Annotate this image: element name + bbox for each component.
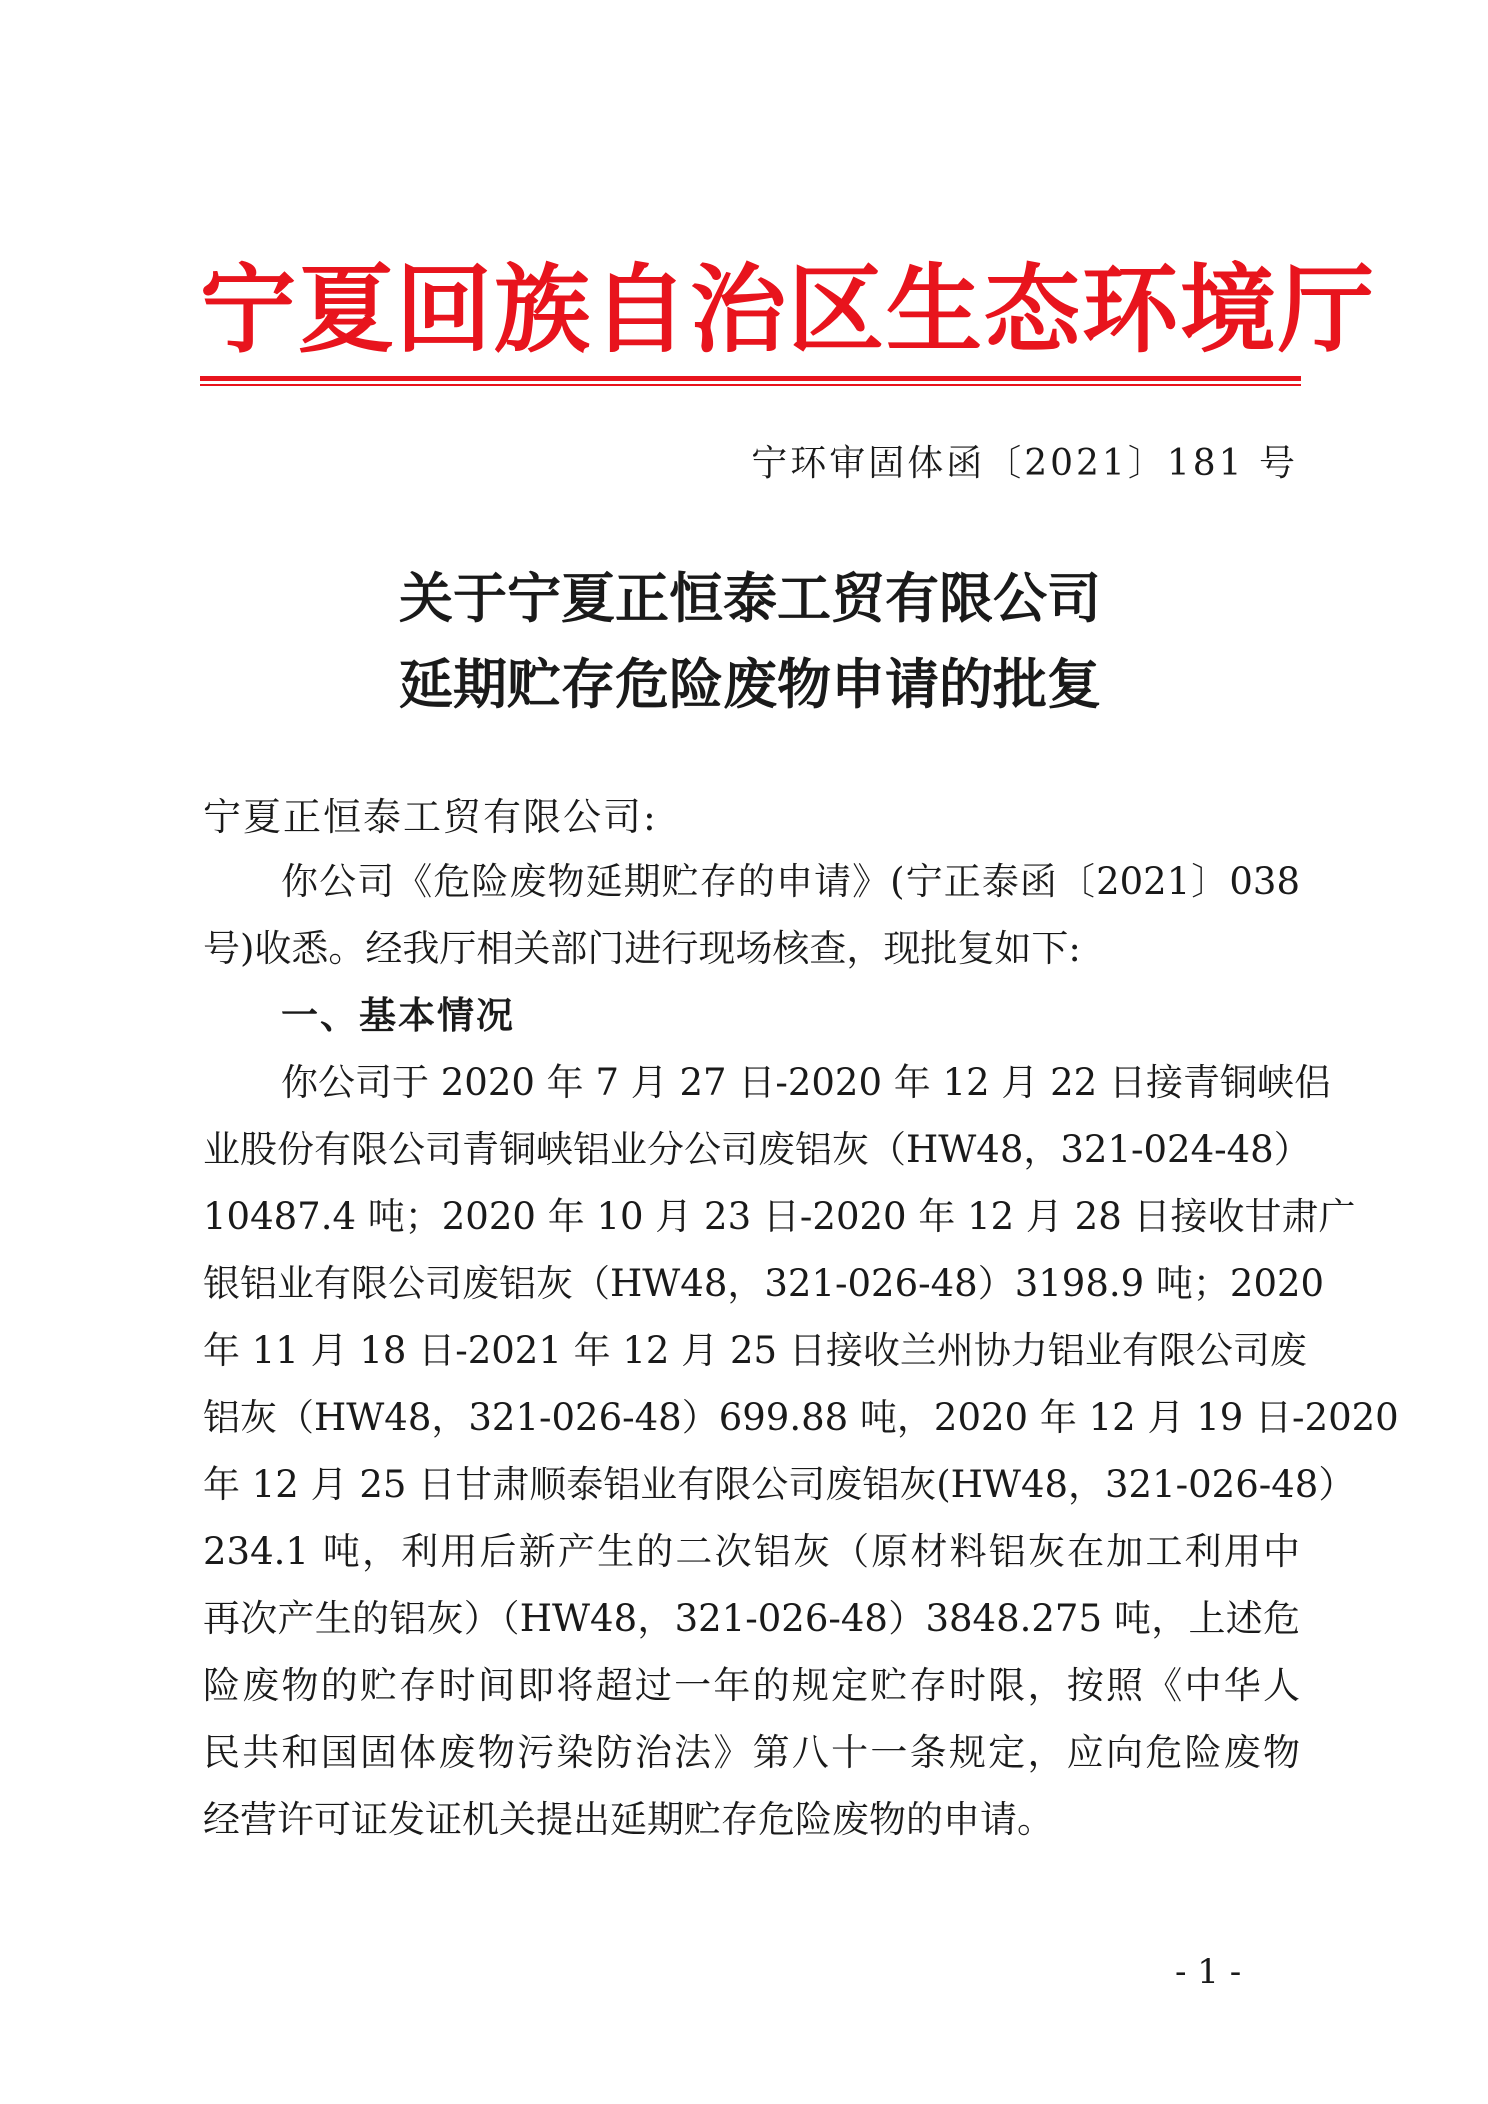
document-title [200,555,1300,727]
paragraph-line: 10487.4 吨；2020 年 10 月 23 日-2020 年 12 月 28 日接收甘肃广 [203,1195,1356,1238]
page-number: - 1 - [1175,1952,1242,1992]
paragraph-line: 险废物的贮存时间即将超过一年的规定贮存时限，按照《中华人 [203,1664,1300,1707]
paragraph-line: 经营许可证发证机关提出延期贮存危险废物的申请。 [203,1798,1054,1841]
section-heading: 一、基本情况 [281,994,515,1037]
paragraph-line: 银铝业有限公司废铝灰（HW48，321-026-48）3198.9 吨；2020 [203,1262,1325,1305]
paragraph-line: 年 11 月 18 日-2021 年 12 月 25 日接收兰州协力铝业有限公司废 [203,1329,1307,1372]
document-title-line-1: 关于宁夏正恒泰工贸有限公司 [399,566,1101,630]
recipient-salutation: 宁夏正恒泰工贸有限公司: [203,795,658,839]
document-number: 宁环审固体函〔2021〕181 号 [751,443,1298,484]
paragraph-line: 业股份有限公司青铜峡铝业分公司废铝灰（HW48，321-024-48） [203,1128,1311,1171]
document-body [203,848,1399,1853]
paragraph-line: 铝灰（HW48，321-026-48）699.88 吨，2020 年 12 月 19 日-2020 [203,1396,1399,1439]
intro-line-2: 号)收悉。经我厅相关部门进行现场核查，现批复如下: [203,927,1081,970]
intro-line-1: 你公司《危险废物延期贮存的申请》(宁正泰函〔2021〕038 [281,860,1300,903]
paragraph-line: 234.1 吨，利用后新产生的二次铝灰（原材料铝灰在加工利用中 [203,1530,1300,1573]
paragraph-line: 你公司于 2020 年 7 月 27 日-2020 年 12 月 22 日接青铜峡侣 [281,1061,1331,1104]
paragraph-line: 再次产生的铝灰）（HW48，321-026-48）3848.275 吨，上述危 [203,1597,1300,1640]
paragraph-line: 民共和国固体废物污染防治法》第八十一条规定，应向危险废物 [203,1731,1300,1774]
header-red-rule-thin [200,384,1301,386]
header-red-rule-thick [200,376,1301,381]
issuing-authority-title: 宁夏回族自治区生态环境厅 [200,253,1376,366]
document-title-line-2: 延期贮存危险废物申请的批复 [399,652,1101,716]
paragraph-line: 年 12 月 25 日甘肃顺泰铝业有限公司废铝灰(HW48，321-026-48） [203,1463,1356,1506]
